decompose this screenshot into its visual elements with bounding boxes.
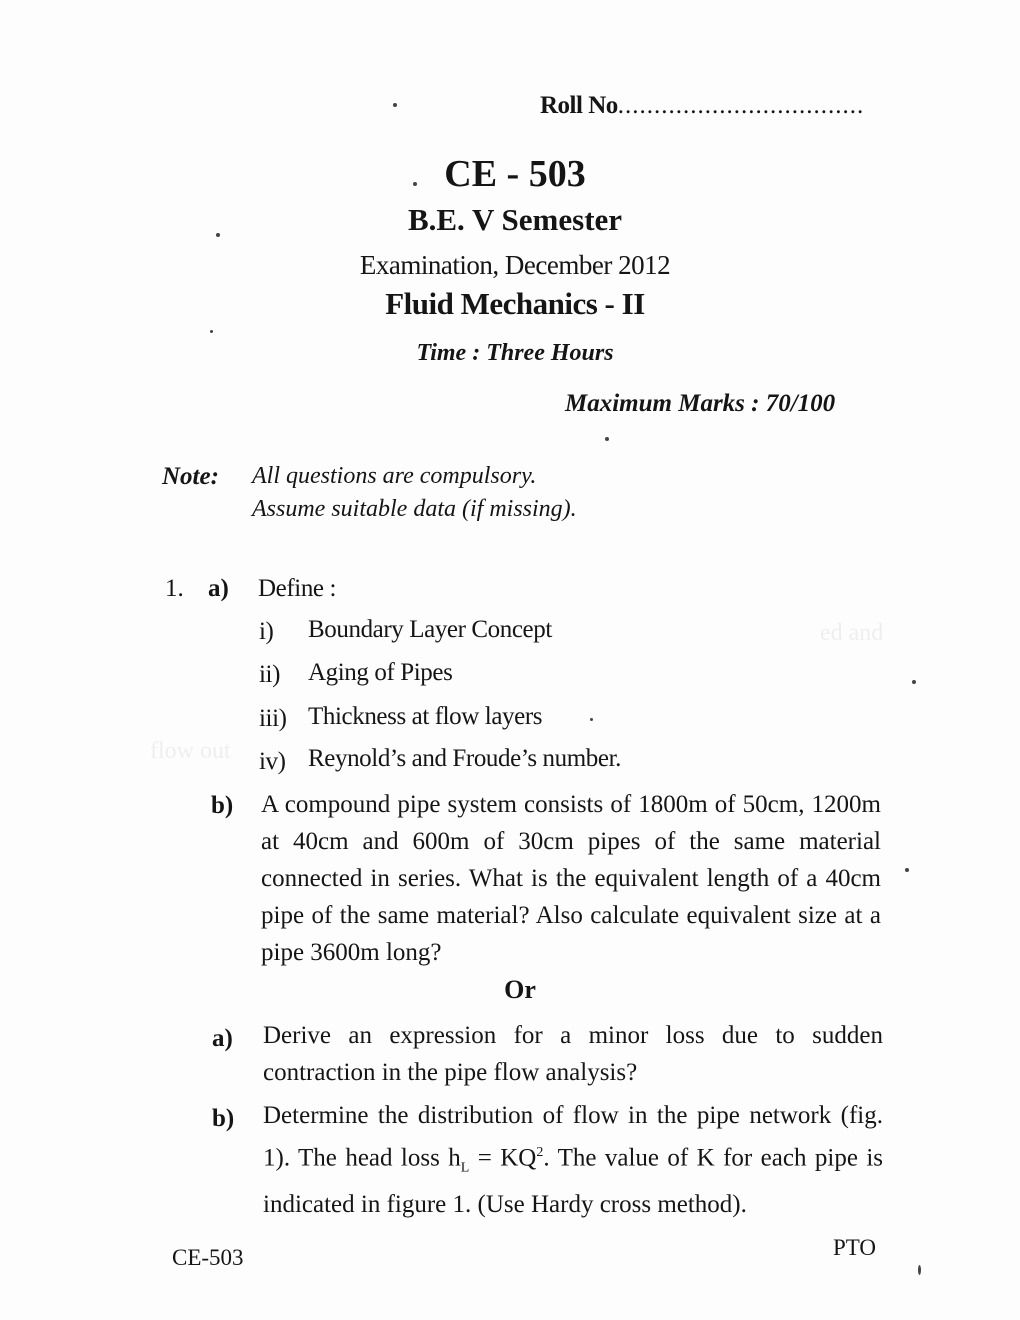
part-b-label: b)	[211, 792, 234, 819]
roll-number-label: Roll No	[540, 92, 618, 119]
part-b-text: A compound pipe system consists of 1800m of 50cm, 1200m at 40cm and 600m of 30cm pipes of the same material connected in series. What is the equivalent length of a 40cm pipe of the same material? Also calculate equivalent size at a pipe 3600m long?	[261, 791, 881, 966]
part-a-label: a)	[208, 575, 229, 602]
scan-speck	[912, 680, 916, 684]
roll-number-field	[540, 92, 864, 120]
question-number: 1.	[165, 575, 184, 602]
part-a-text: Define :	[258, 575, 337, 602]
alt-part-b-text	[263, 1097, 883, 1223]
sub-item-text: Aging of Pipes	[308, 659, 453, 686]
footer-pto: PTO	[833, 1235, 877, 1260]
sub-item-number: i)	[259, 618, 274, 645]
alt-part-b-text-end: . The value of K for each pipe is indicated in figure 1. (Use Hardy cross method).	[263, 1144, 884, 1219]
sub-item-text: Reynold’s and Froude’s number.	[308, 745, 621, 772]
scan-speck	[605, 437, 609, 441]
semester-title: B.E. V Semester	[407, 202, 623, 237]
sub-item-number: iii)	[259, 705, 287, 732]
examination-date: Examination, December 2012	[359, 250, 671, 280]
note-line: All questions are compulsory.	[252, 463, 537, 489]
scan-speck	[918, 1265, 921, 1275]
footer-course-code: CE-503	[172, 1245, 244, 1270]
scan-speck	[590, 718, 593, 721]
alt-part-b-text-start: Determine the distribution of flow in the pipe network (fig. 1). The head loss h	[263, 1102, 883, 1172]
exam-duration: Time : Three Hours	[416, 340, 614, 366]
maximum-marks: Maximum Marks : 70/100	[565, 390, 836, 417]
sub-item-number: ii)	[259, 661, 281, 688]
head-loss-subscript: L	[460, 1160, 470, 1176]
or-separator: Or	[504, 975, 536, 1004]
course-code: CE - 503	[444, 153, 586, 195]
note-label: Note:	[162, 463, 219, 490]
sub-item-number: iv)	[259, 748, 286, 775]
sub-item-text: Boundary Layer Concept	[308, 616, 552, 643]
flow-exponent: 2	[536, 1145, 544, 1160]
subject-title: Fluid Mechanics - II	[385, 286, 645, 321]
roll-number-blank: ..................................	[617, 92, 865, 119]
sub-item-text: Thickness at flow layers	[308, 703, 543, 730]
scan-speck	[905, 868, 909, 872]
bleed-through-text: flow out	[150, 738, 231, 764]
scan-speck	[393, 103, 397, 107]
note-line: Assume suitable data (if missing).	[252, 496, 577, 522]
alt-part-b-text-formula: = KQ	[469, 1144, 537, 1172]
alt-part-b-label: b)	[212, 1105, 235, 1132]
bleed-through-text: ed and	[820, 620, 884, 646]
alt-part-a-text: Derive an expression for a minor loss due to sudden contraction in the pipe flow analysis?	[263, 1022, 883, 1086]
scan-speck	[210, 330, 213, 333]
alt-part-a-label: a)	[212, 1025, 233, 1052]
